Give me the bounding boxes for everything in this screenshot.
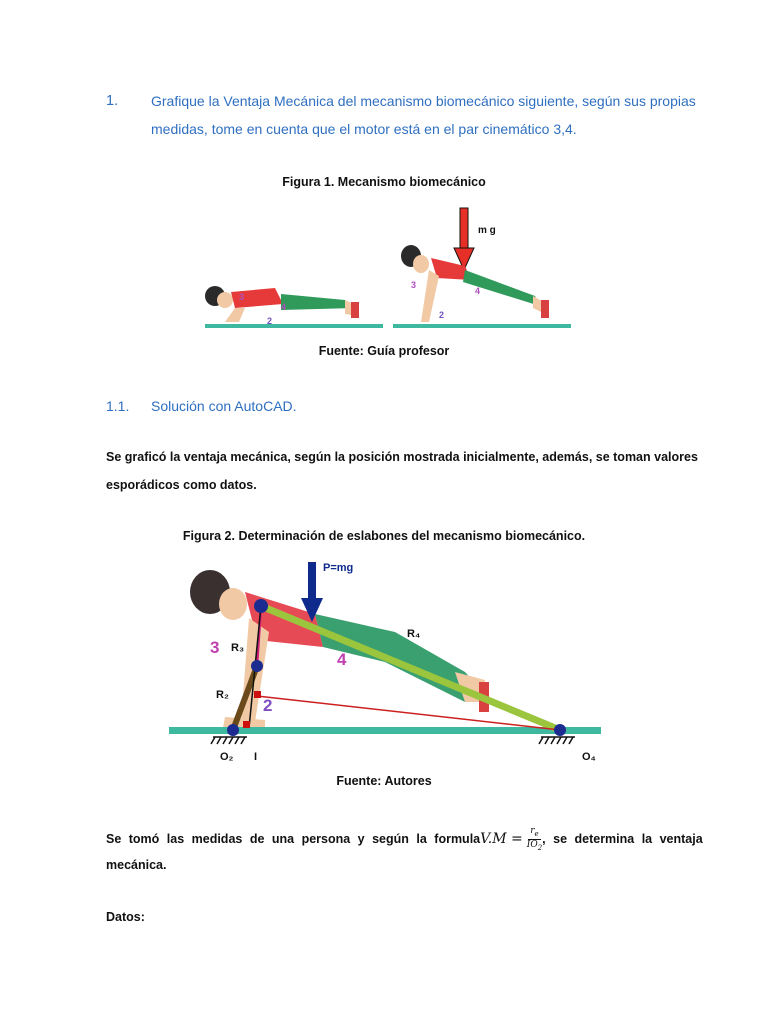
subsection-number: 1.1.	[106, 398, 130, 414]
paragraph2-after: , se determina la ventaja	[542, 832, 703, 847]
fig1-force-label: m g	[478, 225, 496, 236]
figure2-source: Fuente: Autores	[336, 774, 432, 788]
paragraph1-line2: esporádicos como datos.	[106, 478, 257, 492]
ground-hatch-left	[211, 737, 247, 744]
fig1-left-label-2: 2	[267, 316, 273, 326]
formula-vm	[480, 826, 542, 853]
ground-line	[205, 324, 383, 328]
formula-lhs: V.M =	[480, 831, 523, 848]
datos-label: Datos:	[106, 910, 145, 924]
link-r4	[261, 606, 560, 730]
label-r4: R₄	[407, 628, 421, 640]
figure1-caption: Figura 1. Mecanismo biomecánico	[282, 175, 486, 189]
section-text-line1: Grafique la Ventaja Mecánica del mecanismo biomecánico siguiente, según sus propias	[151, 93, 696, 109]
ground-hatch-right	[539, 737, 575, 744]
joint-o2	[227, 724, 239, 736]
paragraph2-line1	[106, 826, 703, 853]
paragraph1-line1: Se graficó la ventaja mecánica, según la posición mostrada inicialmente, además, se toman valores	[106, 450, 698, 464]
ground-line	[393, 324, 571, 328]
label-i: I	[254, 751, 258, 763]
label-o4: O₄	[582, 751, 596, 763]
person-high-plank	[401, 245, 549, 322]
label-num3: 3	[210, 638, 220, 657]
fig1-right-label-3: 3	[411, 280, 417, 290]
formula-denominator: $IO_2$	[526, 839, 543, 852]
fig1-right-label-4: 4	[475, 286, 481, 296]
subsection-title: Solución con AutoCAD.	[151, 398, 297, 414]
figure2-caption: Figura 2. Determinación de eslabones del mecanismo biomecánico.	[182, 529, 586, 543]
joint-shoulder	[254, 599, 268, 613]
figure1-source: Fuente: Guía profesor	[318, 344, 450, 358]
figure2-illustration	[165, 552, 610, 767]
fig1-left-label-3: 3	[239, 292, 245, 302]
formula-fraction	[527, 826, 542, 853]
paragraph2-before: Se tomó las medidas de una persona y según la formula	[106, 832, 481, 847]
figure1-illustration	[195, 200, 580, 340]
label-o2: O₂	[220, 751, 234, 763]
joint-elbow	[251, 660, 263, 672]
label-num4: 4	[337, 650, 347, 669]
section-number: 1.	[106, 93, 119, 109]
right-angle-marker-upper	[254, 691, 261, 698]
mg-arrow	[454, 208, 474, 270]
fig1-left-label-4: 4	[281, 302, 287, 312]
section-text-line2: medidas, tome en cuenta que el motor está en el par cinemático 3,4.	[151, 121, 577, 137]
fig2-force-label: P=mg	[323, 562, 354, 574]
paragraph2-line2: mecánica.	[106, 858, 167, 872]
fig1-right-label-2: 2	[439, 310, 445, 320]
label-r2: R₂	[216, 689, 229, 701]
label-num2: 2	[263, 696, 273, 715]
formula-numerator: $r_e$	[530, 826, 539, 838]
right-angle-marker-lower	[243, 721, 250, 728]
label-r3: R₃	[231, 642, 245, 654]
joint-o4	[554, 724, 566, 736]
